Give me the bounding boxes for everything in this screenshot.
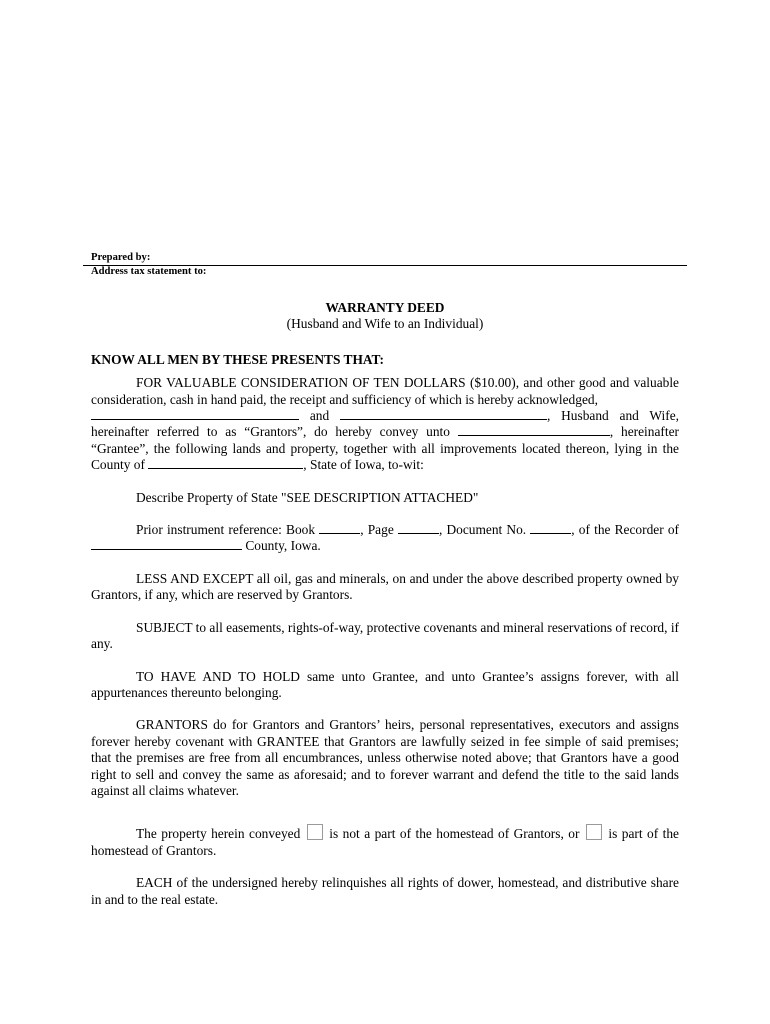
husband-wife-text: , Husband and Wife, [546,408,679,424]
to-have-and-to-hold-paragraph: TO HAVE AND TO HOLD same unto Grantee, and unto Grantee’s assigns forever, with all appurtenances thereunto belonging. [91,668,679,700]
subject-to-paragraph: SUBJECT to all easements, rights-of-way, protective covenants and mineral reservations of record, if any. [91,619,679,652]
header-divider [83,265,687,266]
prior-instrument-paragraph [91,522,679,555]
grantor-2-field[interactable] [340,408,547,420]
page-field[interactable] [398,522,439,534]
document-no-text: , Document No. [438,522,527,538]
address-tax-label: Address tax statement to: [91,266,207,277]
county-line [91,457,679,473]
less-and-except-paragraph: LESS AND EXCEPT all oil, gas and minerals, on and under the above described property owned by Grantors, if any, which are reserved by Grantors. [91,570,679,603]
grantors-names-line [91,408,679,424]
consideration-text: FOR VALUABLE CONSIDERATION OF TEN DOLLARS ($10.00), and other good and valuable consideration, cash in hand paid, the receipt and sufficiency of which is hereby acknowledged, [91,375,679,407]
book-field[interactable] [319,522,360,534]
homestead-lead-text: The property herein conveyed [136,826,301,842]
not-homestead-text: is not a part of the homestead of Grantors, or [329,826,580,842]
county-field[interactable] [148,457,303,469]
document-no-field[interactable] [530,522,571,534]
warranty-deed-document [91,251,679,908]
page-text: , Page [360,522,394,538]
hereinafter-grantors-text: hereinafter referred to as “Grantors”, do hereby convey unto [91,424,450,440]
property-description-paragraph: Describe Property of State "SEE DESCRIPTION ATTACHED" [136,489,479,505]
county-iowa-text: County, Iowa. [245,538,321,554]
and-text: and [309,408,330,424]
grantee-field[interactable] [458,424,610,436]
county-of-text: County of [91,457,145,473]
book-text: Prior instrument reference: Book [136,522,316,538]
grantor-1-field[interactable] [91,408,299,420]
hereinafter-text: , hereinafter [609,424,679,440]
document-title: WARRANTY DEED [325,300,445,315]
covenant-paragraph: GRANTORS do for Grantors and Grantors’ heirs, personal representatives, executors and assigns forever hereby covenant with GRANTEE that Grantors are lawfully seized in fee simple of said premises; that the premises are free from all encumbrances, unless otherwise noted above; that Grantors have a good right to sell and convey the same as aforesaid; and to forever warrant and defend the title to the said lands against all claims whatever. [91,717,679,798]
prior-instrument-line [91,522,679,538]
homestead-paragraph [91,824,679,859]
title-block [91,300,679,333]
recorder-county-field[interactable] [91,538,242,550]
consideration-paragraph [91,375,679,473]
is-homestead-checkbox[interactable] [586,824,602,840]
grantee-line [91,424,679,440]
is-homestead-text: is part of the homestead of Grantors. [91,826,679,858]
not-homestead-checkbox[interactable] [307,824,323,840]
state-iowa-text: , State of Iowa, to-wit: [303,457,424,473]
know-all-men-heading: KNOW ALL MEN BY THESE PRESENTS THAT: [91,351,384,367]
lands-line: “Grantee”, the following lands and property, together with all improvements located thereon, lying in the [91,440,679,456]
recorder-of-text: , of the Recorder of [571,522,679,538]
prepared-by-label: Prepared by: [91,252,151,263]
relinquish-paragraph: EACH of the undersigned hereby relinquishes all rights of dower, homestead, and distributive share in and to the real estate. [91,875,679,907]
recorder-county-line [91,538,679,554]
document-subtitle: (Husband and Wife to an Individual) [286,316,484,332]
